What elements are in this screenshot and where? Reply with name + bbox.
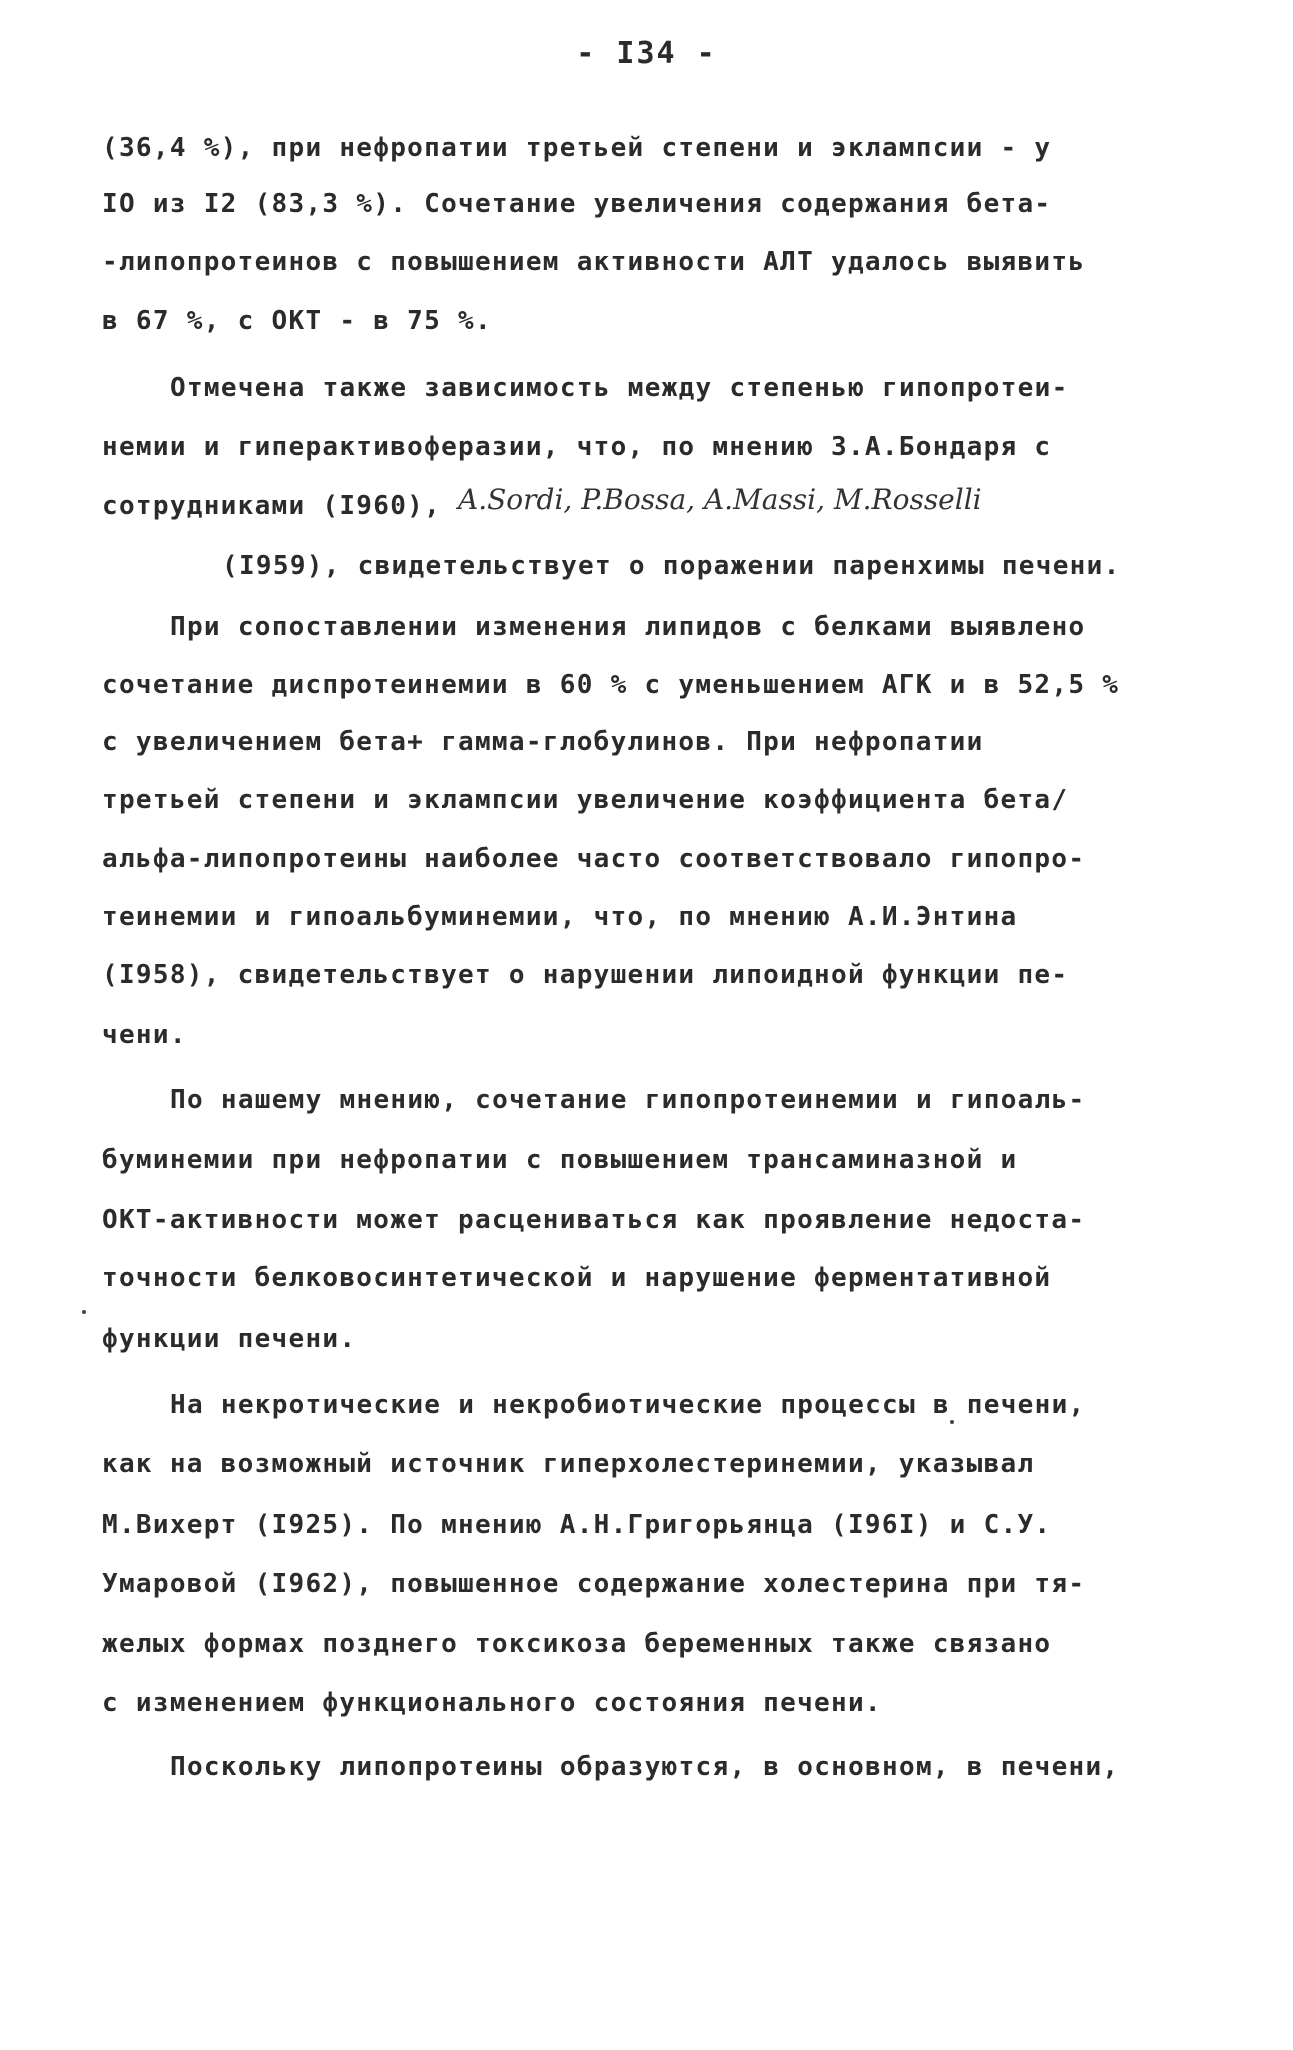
handwritten-authors: A.Sordi, P.Bossa, A.Massi, M.Rosselli <box>458 483 982 516</box>
text-line: При сопоставлении изменения липидов с белками выявлено <box>170 612 1086 642</box>
text-line: чени. <box>102 1020 187 1050</box>
text-line: альфа-липопротеины наиболее часто соответствовало гипопро- <box>102 844 1086 874</box>
text-line: желых формах позднего токсикоза беременных также связано <box>102 1629 1052 1659</box>
text-line: -липопротеинов с повышением активности АЛТ удалось выявить <box>102 247 1086 277</box>
text-line: теинемии и гипоальбуминемии, что, по мнению А.И.Энтина <box>102 902 1018 932</box>
text-line: ОКТ-активности может расцениваться как проявление недоста- <box>102 1205 1086 1235</box>
text-line: Умаровой (I962), повышенное содержание холестерина при тя- <box>102 1569 1086 1599</box>
text-line: Отмечена также зависимость между степенью гипопротеи- <box>170 373 1069 403</box>
text-line: как на возможный источник гиперхолестеринемии, указывал <box>102 1449 1035 1479</box>
text-line: с увеличением бета+ гамма-глобулинов. При нефропатии <box>102 727 984 757</box>
text-line: немии и гиперактивоферазии, что, по мнению З.А.Бондаря с <box>102 432 1052 462</box>
text-line: третьей степени и эклампсии увеличение коэффициента бета/ <box>102 785 1069 815</box>
text-line: сочетание диспротеинемии в 60 % с уменьшением АГК и в 52,5 % <box>102 670 1120 700</box>
ink-speck <box>950 1420 954 1424</box>
text-line: IO из I2 (83,3 %). Сочетание увеличения содержания бета- <box>102 189 1052 219</box>
text-line: (I959), свидетельствует о поражении паренхимы печени. <box>222 551 1121 581</box>
text-line: сотрудниками (I960), <box>102 491 442 521</box>
text-line: в 67 %, с ОКТ - в 75 %. <box>102 306 492 336</box>
text-line: функции печени. <box>102 1324 357 1354</box>
text-line: (36,4 %), при нефропатии третьей степени и эклампсии - у <box>102 133 1052 163</box>
text-line: (I958), свидетельствует о нарушении липоидной функции пе- <box>102 960 1069 990</box>
text-line: точности белковосинтетической и нарушение ферментативной <box>102 1263 1052 1293</box>
text-line: По нашему мнению, сочетание гипопротеинемии и гипоаль- <box>170 1085 1086 1115</box>
text-line: буминемии при нефропатии с повышением трансаминазной и <box>102 1145 1018 1175</box>
text-line: Поскольку липопротеины образуются, в основном, в печени, <box>170 1752 1120 1782</box>
page-number: - I34 - <box>576 36 717 71</box>
text-line: с изменением функционального состояния печени. <box>102 1688 882 1718</box>
text-line: На некротические и некробиотические процессы в печени, <box>170 1390 1086 1420</box>
text-line: М.Вихерт (I925). По мнению А.Н.Григорьянца (I96I) и С.У. <box>102 1510 1052 1540</box>
ink-speck <box>82 1310 86 1314</box>
